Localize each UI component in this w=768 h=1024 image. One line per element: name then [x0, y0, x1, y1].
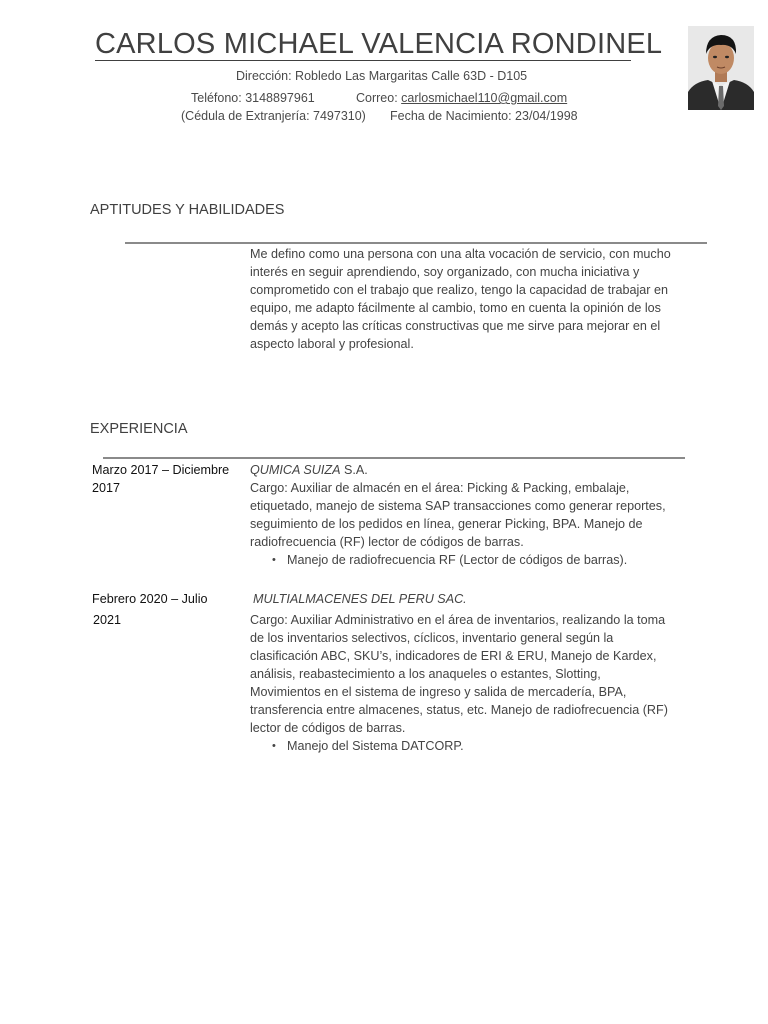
skills-divider [125, 242, 707, 244]
job-dates-line1: Febrero 2020 – Julio [92, 592, 208, 606]
job-description: Cargo: Auxiliar Administrativo en el área de inventarios, realizando la toma de los inventarios selectivos, cíclicos, inventario general según la clasificación ABC, SKU’s, indicadores de ERI & ERU, Manejo de Kardex, análisis, reabastecimiento a los anaqueles o estantes, Slotting, Movimientos en el sistema de ingreso y salida de mercadería, BPA, transferencia entre almacenes, status, etc. Manejo de radiofrecuencia (RF) lector de códigos de barras. [250, 613, 668, 735]
job-entry [250, 611, 670, 755]
email-label: Correo: [356, 91, 402, 105]
list-item: • Manejo de radiofrecuencia RF (Lector de códigos de barras). [250, 551, 670, 569]
experience-divider [103, 457, 685, 459]
address-text: Dirección: Robledo Las Margaritas Calle 63D - D105 [236, 69, 528, 83]
candidate-name: CARLOS MICHAEL VALENCIA RONDINEL [95, 28, 663, 60]
company-name: QUMICA SUIZA S.A. [250, 463, 368, 477]
experience-section-title: EXPERIENCIA [90, 421, 188, 437]
job-entry [250, 461, 670, 569]
phone-text: Teléfono: 3148897961 [191, 91, 315, 105]
email-link[interactable]: carlosmichael110@gmail.com [401, 91, 568, 105]
job-dates: Marzo 2017 – Diciembre 2017 [92, 463, 230, 495]
birth-date-text: Fecha de Nacimiento: 23/04/1998 [390, 109, 578, 123]
company-name: MULTIALMACENES DEL PERU SAC. [253, 592, 467, 606]
job-description: Cargo: Auxiliar de almacén en el área: Picking & Packing, embalaje, etiquetado, manejo de sistema SAP transacciones como generar reportes, seguimiento de los pedidos en línea, generar Picking, BPA. Manejo de radiofrecuencia (RF) lector de códigos de barras. [250, 481, 666, 549]
skills-description: Me defino como una persona con una alta vocación de servicio, con mucho interés en seguir aprendiendo, soy organizado, con mucha iniciativa y comprometido con el trabajo que realizo, tengo la capacidad de trabajar en equipo, me adapto fácilmente al cambio, tomo en cuenta la opinión de los demás y acepto las críticas constructivas que me sirve para mejorar en el aspecto laboral y profesional. [250, 247, 671, 351]
skills-section-title: APTITUDES Y HABILIDADES [90, 202, 285, 218]
job-bullets [250, 737, 670, 755]
email-line [356, 90, 567, 106]
job-bullets [250, 551, 670, 569]
list-item: • Manejo del Sistema DATCORP. [250, 737, 670, 755]
job-dates-line2: 2021 [93, 613, 122, 627]
name-underline [95, 60, 631, 61]
id-document-text: (Cédula de Extranjería: 7497310) [181, 109, 366, 123]
person-portrait-icon [688, 26, 754, 110]
